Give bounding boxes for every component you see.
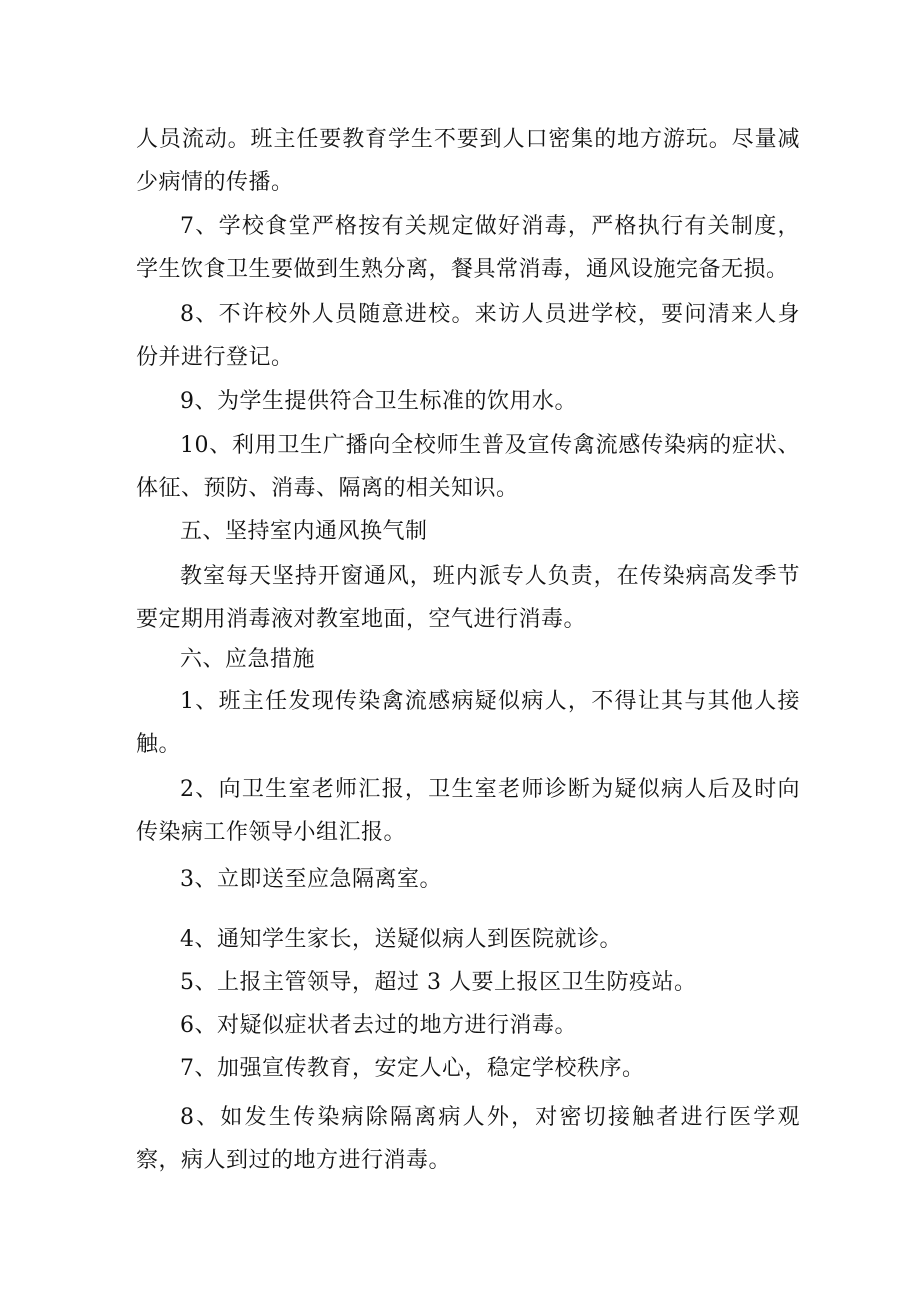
paragraph-measure-6: 6、对疑似症状者去过的地方进行消毒。 [180,1013,577,1038]
paragraph-item-8: 8、不许校外人员随意进校。来访人员进学校，要问清来人身份并进行登记。 [136,302,800,370]
paragraph-continuation: 人员流动。班主任要教育学生不要到人口密集的地方游玩。尽量减少病情的传播。 [136,127,800,195]
section-heading-6: 六、应急措施 [180,647,316,672]
paragraph-measure-3: 3、立即送至应急隔离室。 [180,867,442,892]
paragraph-measure-8: 8、如发生传染病除隔离病人外，对密切接触者进行医学观察，病人到过的地方进行消毒。 [136,1105,800,1173]
paragraph-ventilation: 教室每天坚持开窗通风，班内派专人负责，在传染病高发季节要定期用消毒液对教室地面，空气进行消毒。 [136,564,800,632]
section-heading-5: 五、坚持室内通风换气制 [180,519,428,544]
paragraph-item-9: 9、为学生提供符合卫生标准的饮用水。 [180,389,577,414]
paragraph-measure-2: 2、向卫生室老师汇报，卫生室老师诊断为疑似病人后及时向传染病工作领导小组汇报。 [136,777,800,845]
paragraph-item-7: 7、学校食堂严格按有关规定做好消毒，严格执行有关制度，学生饮食卫生要做到生熟分离，餐具常消毒，通风设施完备无损。 [136,214,800,282]
paragraph-measure-7: 7、加强宣传教育，安定人心，稳定学校秩序。 [180,1056,645,1081]
paragraph-measure-5: 5、上报主管领导，超过 3 人要上报区卫生防疫站。 [180,970,697,995]
paragraph-item-10: 10、利用卫生广播向全校师生普及宣传禽流感传染病的症状、体征、预防、消毒、隔离的相关知识。 [136,433,800,501]
paragraph-measure-1: 1、班主任发现传染禽流感病疑似病人，不得让其与其他人接触。 [136,689,800,757]
paragraph-measure-4: 4、通知学生家长，送疑似病人到医院就诊。 [180,927,622,952]
